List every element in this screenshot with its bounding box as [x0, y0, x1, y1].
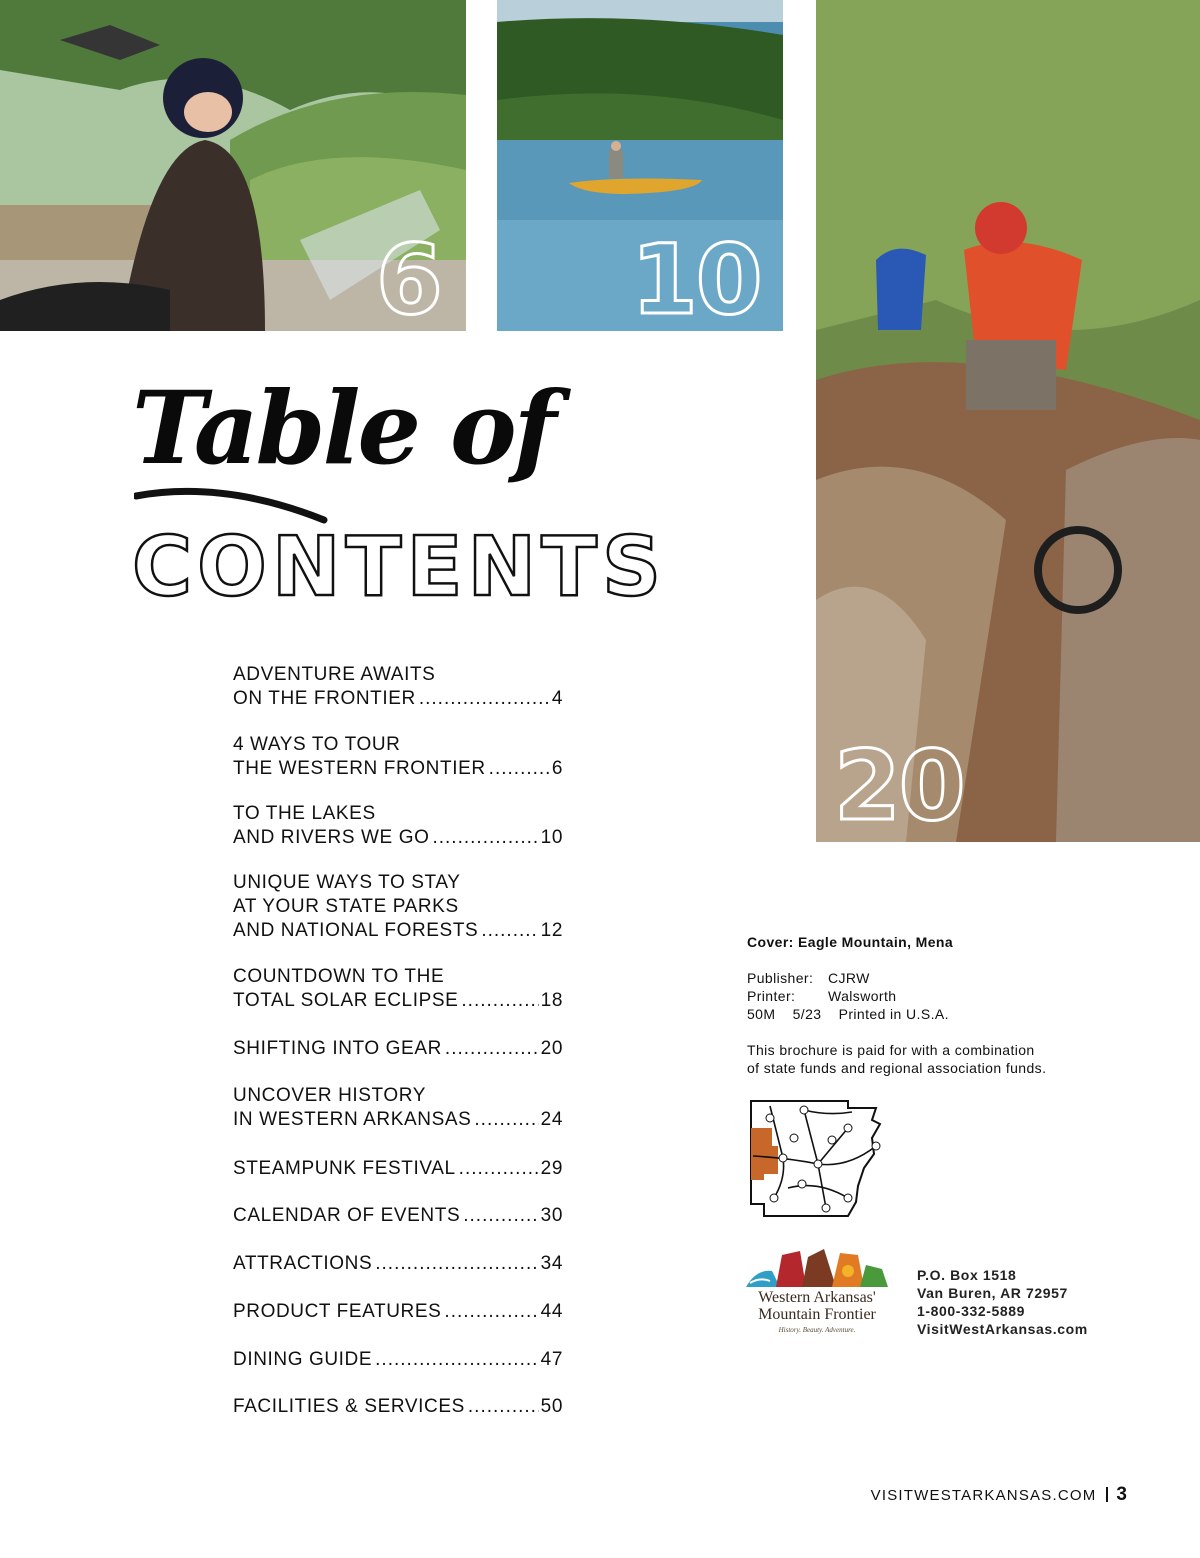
toc-title-row	[233, 687, 563, 711]
toc-title-line: COUNTDOWN TO THE	[233, 966, 445, 987]
toc-title-line: THE WESTERN FRONTIER	[233, 758, 486, 779]
toc-entry[interactable]	[233, 1300, 563, 1324]
motorcycle-photo	[0, 0, 466, 331]
toc-page-number: 47	[540, 1349, 563, 1370]
toc-title-line: IN WESTERN ARKANSAS	[233, 1109, 472, 1130]
logo-mountains-icon	[746, 1247, 888, 1291]
toc-leader-dots	[463, 1204, 538, 1228]
toc-title-line: 4 WAYS TO TOUR	[233, 734, 401, 755]
logo-line-1: Western Arkansas'	[758, 1289, 876, 1306]
logo-line-2: Mountain Frontier	[758, 1306, 876, 1323]
toc-page-number: 29	[540, 1158, 563, 1179]
printer-label: Printer:	[747, 988, 796, 1004]
toc-title-row	[233, 989, 563, 1013]
footer-page-number: 3	[1116, 1484, 1127, 1505]
toc-title-line: ATTRACTIONS	[233, 1253, 373, 1274]
toc-title-row	[233, 1108, 563, 1132]
toc-page-number: 18	[540, 990, 563, 1011]
toc-leader-dots	[444, 1300, 538, 1324]
toc-leader-dots	[445, 1037, 539, 1061]
page-number-10: 10	[631, 224, 761, 331]
toc-title-line: ADVENTURE AWAITS	[233, 664, 436, 685]
toc-entry[interactable]	[233, 1204, 563, 1228]
footer-divider	[1106, 1487, 1108, 1502]
printer-value: Walsworth	[828, 988, 897, 1004]
toc-entry[interactable]	[233, 965, 563, 1013]
toc-title-row	[233, 757, 563, 781]
toc-leader-dots	[419, 687, 550, 711]
toc-page-number: 30	[540, 1205, 563, 1226]
print-info: 50M 5/23 Printed in U.S.A.	[747, 1006, 949, 1022]
title-swash	[134, 478, 334, 524]
title-outline: CONTENTS	[132, 520, 667, 615]
phone-number: 1-800-332-5889	[917, 1303, 1026, 1319]
toc-entry[interactable]	[233, 802, 563, 850]
toc-page-number: 24	[540, 1109, 563, 1130]
toc-title-line: TO THE LAKES	[233, 803, 376, 824]
toc-entry[interactable]	[233, 1037, 563, 1061]
toc-leader-dots	[468, 1395, 539, 1419]
toc-entry[interactable]	[233, 871, 563, 943]
toc-leader-dots	[375, 1252, 538, 1276]
toc-page-number: 44	[540, 1301, 563, 1322]
po-box: P.O. Box 1518	[917, 1267, 1017, 1283]
toc-page-number: 12	[540, 920, 563, 941]
toc-title-line: UNCOVER HISTORY	[233, 1085, 427, 1106]
toc-leader-dots	[481, 919, 538, 943]
title-script: Table of	[132, 369, 554, 487]
toc-title-line: AND RIVERS WE GO	[233, 827, 430, 848]
toc-title-line: FACILITIES & SERVICES	[233, 1396, 465, 1417]
toc-title-row	[233, 1157, 563, 1181]
toc-page-number: 34	[540, 1253, 563, 1274]
toc-title-line: AT YOUR STATE PARKS	[233, 896, 459, 917]
toc-title-row	[233, 1395, 563, 1419]
toc-entry[interactable]	[233, 733, 563, 781]
toc-entry[interactable]	[233, 1395, 563, 1419]
toc-title-row	[233, 1204, 563, 1228]
page-footer	[871, 1484, 1127, 1506]
page-number-20: 20	[834, 730, 964, 842]
toc-title-line: ON THE FRONTIER	[233, 688, 416, 709]
toc-page-number: 10	[540, 827, 563, 848]
toc-leader-dots	[459, 1157, 539, 1181]
footer-website[interactable]: VISITWESTARKANSAS.COM	[870, 1487, 1097, 1504]
toc-title-row	[233, 826, 563, 850]
credits-block	[747, 933, 1087, 1077]
toc-title-row	[233, 1348, 563, 1372]
funding-line-1: This brochure is paid for with a combination	[747, 1042, 1035, 1058]
website-link[interactable]: VisitWestArkansas.com	[917, 1321, 1088, 1337]
toc-page-number: 50	[540, 1396, 563, 1417]
toc-entry[interactable]	[233, 1084, 563, 1132]
toc-leader-dots	[432, 826, 538, 850]
publisher-label: Publisher:	[747, 970, 814, 986]
toc-page-number: 4	[551, 688, 563, 709]
toc-title-row	[233, 1252, 563, 1276]
toc-entry[interactable]	[233, 1252, 563, 1276]
toc-title-line: TOTAL SOLAR ECLIPSE	[233, 990, 459, 1011]
toc-entry[interactable]	[233, 1157, 563, 1181]
cover-credit: Cover: Eagle Mountain, Mena	[747, 934, 954, 950]
western-arkansas-mountain-frontier-logo	[746, 1247, 888, 1335]
logo-tagline: History. Beauty. Adventure.	[778, 1326, 856, 1334]
page-number-6: 6	[376, 224, 441, 331]
toc-title-line: SHIFTING INTO GEAR	[233, 1038, 442, 1059]
toc-leader-dots	[375, 1348, 539, 1372]
publisher-value: CJRW	[828, 970, 870, 986]
toc-leader-dots	[489, 757, 550, 781]
mountain-biking-photo	[816, 0, 1200, 842]
kayak-photo	[497, 0, 783, 331]
funding-line-2: of state funds and regional association funds.	[747, 1060, 1047, 1076]
toc-page-number: 6	[551, 758, 563, 779]
toc-title-line: PRODUCT FEATURES	[233, 1301, 442, 1322]
toc-title-row	[233, 1300, 563, 1324]
toc-title-row	[233, 919, 563, 943]
toc-entry[interactable]	[233, 1348, 563, 1372]
toc-entry[interactable]	[233, 663, 563, 711]
toc-title-line: STEAMPUNK FESTIVAL	[233, 1158, 456, 1179]
toc-leader-dots	[474, 1108, 538, 1132]
publisher-row	[747, 969, 1087, 987]
toc-title-row	[233, 1037, 563, 1061]
city-state-zip: Van Buren, AR 72957	[917, 1285, 1068, 1301]
toc-title-line: DINING GUIDE	[233, 1349, 373, 1370]
funding-note	[747, 1041, 1087, 1077]
printer-row	[747, 987, 1087, 1005]
contact-address	[917, 1266, 1088, 1338]
toc-title-line: AND NATIONAL FORESTS	[233, 920, 479, 941]
toc-page-number: 20	[540, 1038, 563, 1059]
toc-title-line: CALENDAR OF EVENTS	[233, 1205, 461, 1226]
toc-leader-dots	[461, 989, 538, 1013]
arkansas-map-icon	[748, 1098, 884, 1218]
toc-title-line: UNIQUE WAYS TO STAY	[233, 872, 461, 893]
